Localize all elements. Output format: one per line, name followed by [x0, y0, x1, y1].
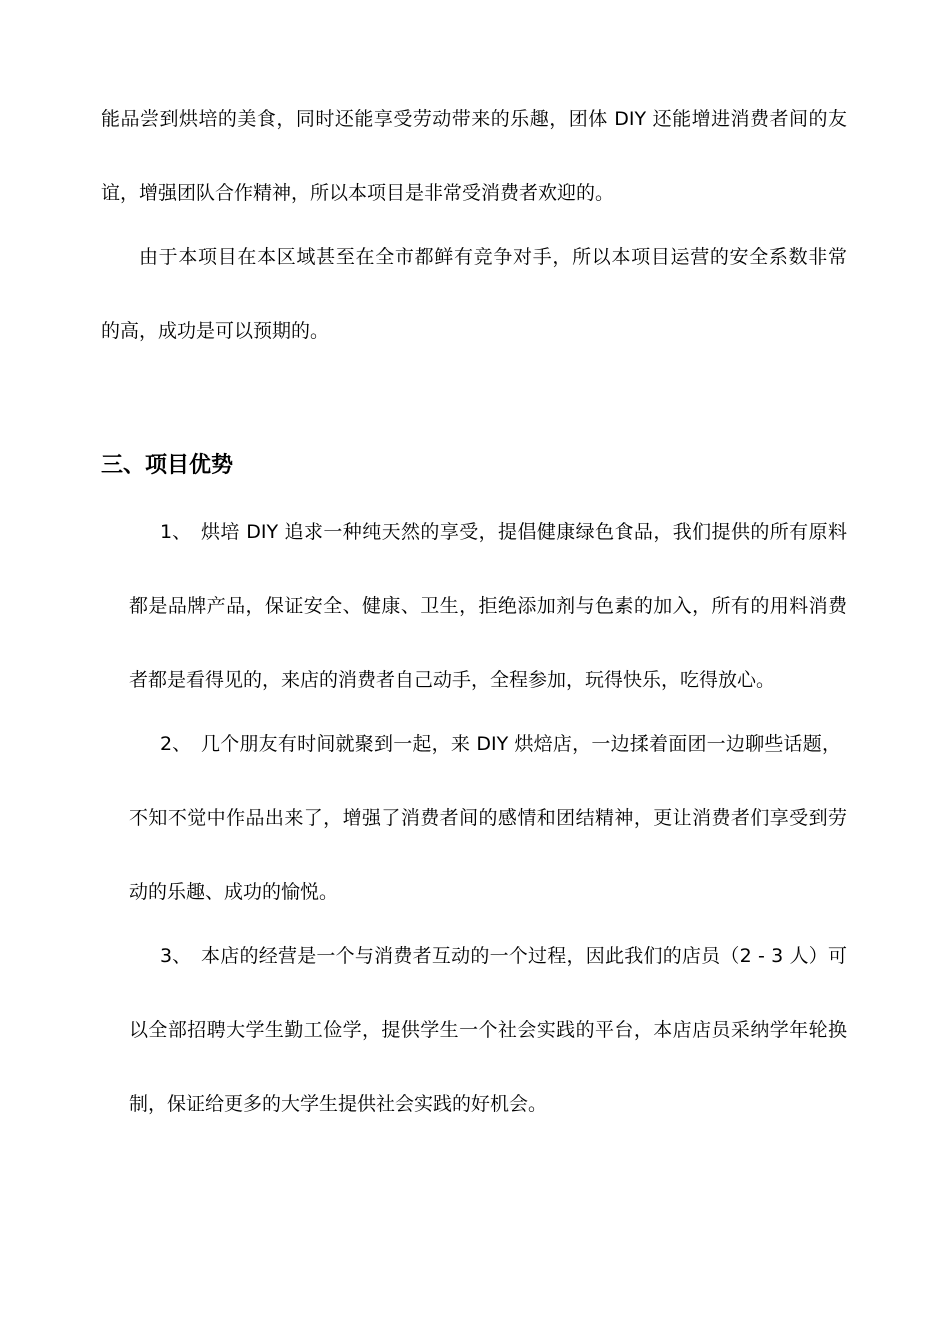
section-heading: 三、项目优势	[101, 453, 234, 478]
paragraph-line: 由于本项目在本区域甚至在全市都鲜有竞争对手，所以本项目运营的安全系数非常	[139, 246, 847, 268]
list-item-number	[160, 519, 200, 545]
item-number: 3、	[160, 945, 192, 967]
list-item-line: 动的乐趣、成功的愉悦。	[129, 881, 339, 903]
list-item-line: 不知不觉中作品出来了，增强了消费者间的感情和团结精神，更让消费者们享受到劳	[129, 807, 847, 829]
list-item-number	[160, 731, 200, 757]
paragraph-line: 能品尝到烘培的美食，同时还能享受劳动带来的乐趣，团体 DIY 还能增进消费者间的友	[101, 108, 847, 130]
list-item-line: 几个朋友有时间就聚到一起，来 DIY 烘焙店，一边揉着面团一边聊些话题，	[201, 733, 841, 755]
paragraph-line: 的高，成功是可以预期的。	[101, 320, 330, 342]
list-item-line: 以全部招聘大学生勤工俭学，提供学生一个社会实践的平台，本店店员采纳学年轮换	[129, 1019, 847, 1041]
item-number: 1、	[160, 521, 192, 543]
list-item-line: 烘培 DIY 追求一种纯天然的享受，提倡健康绿色食品，我们提供的所有原料	[201, 521, 847, 543]
paragraph-line: 谊，增强团队合作精神，所以本项目是非常受消费者欢迎的。	[101, 182, 615, 204]
item-number: 2、	[160, 733, 192, 755]
list-item-line: 本店的经营是一个与消费者互动的一个过程，因此我们的店员（2 - 3 人）可	[201, 945, 847, 967]
list-item-line: 者都是看得见的，来店的消费者自己动手，全程参加，玩得快乐，吃得放心。	[129, 669, 776, 691]
list-item-line: 制，保证给更多的大学生提供社会实践的好机会。	[129, 1093, 548, 1115]
list-item-number	[160, 943, 200, 969]
list-item-line: 都是品牌产品，保证安全、健康、卫生，拒绝添加剂与色素的加入，所有的用料消费	[129, 595, 847, 617]
